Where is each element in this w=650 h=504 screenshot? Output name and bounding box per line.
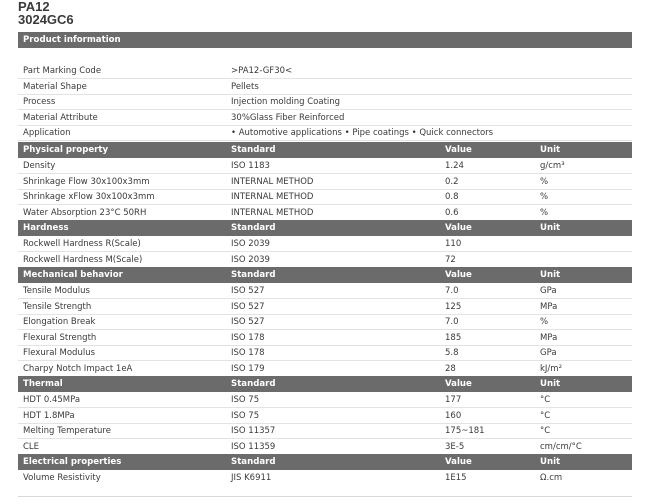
table-row (18, 300, 632, 315)
standard-cell: ISO 178 (231, 348, 265, 358)
unit-cell: °C (540, 395, 551, 405)
property-cell: Flexural Strength (23, 332, 97, 343)
info-label: Material Shape (23, 81, 87, 92)
table-row (18, 206, 632, 221)
value-cell: 72 (445, 254, 456, 265)
unit-cell: MPa (540, 301, 558, 312)
property-cell: Density (23, 161, 56, 171)
standard-cell: ISO 1183 (231, 161, 270, 171)
col-standard-header: Standard (231, 223, 276, 233)
info-row (18, 64, 632, 79)
info-label: Part Marking Code (23, 66, 102, 76)
unit-cell: °C (540, 426, 551, 436)
property-cell: CLE (23, 441, 40, 452)
value-cell: 175~181 (445, 426, 485, 436)
table-row (18, 424, 632, 439)
table-row (18, 362, 632, 377)
property-cell: Water Absorption 23°C 50RH (23, 207, 147, 218)
section-header-thermal (18, 376, 632, 392)
table-row (18, 190, 632, 205)
table-row (18, 440, 632, 455)
info-value: >PA12-GF30< (231, 66, 293, 76)
info-value: 30%Glass Fiber Reinforced (231, 112, 345, 123)
property-cell: Flexural Modulus (23, 348, 96, 358)
material-grade: PA12 (18, 0, 50, 14)
value-cell: 1E15 (445, 473, 467, 483)
col-unit-header: Unit (540, 145, 561, 155)
table-row (18, 237, 632, 252)
value-cell: 0.8 (445, 192, 459, 202)
value-cell: 3E-5 (445, 441, 465, 452)
unit-cell: % (540, 317, 549, 327)
table-row (18, 315, 632, 330)
section-title: Thermal (23, 379, 63, 389)
table-row (18, 331, 632, 346)
table-row (18, 471, 632, 486)
property-cell: HDT 1.8MPa (23, 410, 75, 421)
standard-cell: ISO 527 (231, 301, 265, 312)
product-info-title: Product information (23, 35, 121, 45)
value-cell: 185 (445, 332, 462, 343)
standard-cell: INTERNAL METHOD (231, 207, 314, 218)
section-header-electrical (18, 454, 632, 470)
info-row (18, 126, 632, 141)
standard-cell: INTERNAL METHOD (231, 192, 314, 202)
section-header-mechanical (18, 267, 632, 283)
property-cell: Rockwell Hardness R(Scale) (23, 239, 141, 249)
col-standard-header: Standard (231, 379, 276, 389)
table-row (18, 346, 632, 361)
standard-cell: ISO 75 (231, 395, 260, 405)
property-cell: Tensile Strength (23, 301, 92, 312)
standard-cell: ISO 179 (231, 363, 265, 374)
unit-cell: °C (540, 410, 551, 421)
section-title: Electrical properties (23, 457, 122, 467)
col-value-header: Value (445, 270, 472, 280)
info-label: Process (23, 97, 56, 107)
section-header-physical (18, 142, 632, 158)
table-row (18, 409, 632, 424)
standard-cell: ISO 178 (231, 332, 265, 343)
table-row (18, 253, 632, 268)
section-title: Hardness (23, 223, 69, 233)
unit-cell: cm/cm/°C (540, 441, 582, 452)
value-cell: 160 (445, 410, 462, 421)
unit-cell: g/cm³ (540, 161, 565, 171)
unit-cell: GPa (540, 286, 557, 296)
col-value-header: Value (445, 145, 472, 155)
standard-cell: ISO 75 (231, 410, 260, 421)
value-cell: 28 (445, 363, 456, 374)
value-cell: 177 (445, 395, 462, 405)
info-value: • Automotive applications • Pipe coatings • Quick connectors (231, 128, 494, 138)
standard-cell: ISO 2039 (231, 239, 270, 249)
table-row (18, 159, 632, 174)
property-cell: Shrinkage xFlow 30x100x3mm (23, 192, 155, 202)
info-label: Material Attribute (23, 112, 98, 123)
unit-cell: GPa (540, 348, 557, 358)
col-value-header: Value (445, 457, 472, 467)
col-standard-header: Standard (231, 270, 276, 280)
product-info-header (18, 32, 632, 48)
property-cell: Melting Temperature (23, 426, 111, 436)
info-row (18, 80, 632, 95)
col-value-header: Value (445, 379, 472, 389)
table-row (18, 175, 632, 190)
col-unit-header: Unit (540, 270, 561, 280)
property-cell: Elongation Break (23, 317, 96, 327)
table-row (18, 284, 632, 299)
col-value-header: Value (445, 223, 472, 233)
property-cell: Charpy Notch Impact 1eA (23, 363, 133, 374)
info-label: Application (23, 128, 71, 138)
section-header-hardness (18, 220, 632, 236)
value-cell: 7.0 (445, 317, 459, 327)
col-unit-header: Unit (540, 379, 561, 389)
property-cell: Shrinkage Flow 30x100x3mm (23, 176, 150, 187)
property-cell: Tensile Modulus (23, 286, 90, 296)
col-unit-header: Unit (540, 457, 561, 467)
col-unit-header: Unit (540, 223, 561, 233)
standard-cell: ISO 11359 (231, 441, 276, 452)
value-cell: 0.6 (445, 207, 459, 218)
section-title: Physical property (23, 145, 109, 155)
value-cell: 110 (445, 239, 462, 249)
unit-cell: % (540, 192, 549, 202)
unit-cell: % (540, 176, 549, 187)
info-value: Pellets (231, 81, 259, 92)
standard-cell: ISO 527 (231, 317, 265, 327)
section-title: Mechanical behavior (23, 270, 123, 280)
value-cell: 7.0 (445, 286, 459, 296)
info-value: Injection molding Coating (231, 97, 341, 107)
property-cell: Volume Resistivity (23, 473, 101, 483)
property-cell: HDT 0.45MPa (23, 395, 81, 405)
value-cell: 125 (445, 301, 462, 312)
col-standard-header: Standard (231, 145, 276, 155)
unit-cell: MPa (540, 332, 558, 343)
unit-cell: % (540, 207, 549, 218)
unit-cell: Ω.cm (540, 473, 563, 483)
standard-cell: ISO 2039 (231, 254, 270, 265)
info-row (18, 111, 632, 126)
value-cell: 1.24 (445, 161, 464, 171)
value-cell: 0.2 (445, 176, 459, 187)
col-standard-header: Standard (231, 457, 276, 467)
standard-cell: ISO 11357 (231, 426, 276, 436)
standard-cell: ISO 527 (231, 286, 265, 296)
info-row (18, 95, 632, 110)
standard-cell: INTERNAL METHOD (231, 176, 314, 187)
property-cell: Rockwell Hardness M(Scale) (23, 254, 143, 265)
value-cell: 5.8 (445, 348, 459, 358)
bottom-divider (18, 496, 632, 497)
table-row (18, 393, 632, 408)
unit-cell: kJ/m² (540, 363, 562, 374)
standard-cell: JIS K6911 (231, 473, 272, 483)
material-code: 3024GC6 (18, 12, 74, 27)
